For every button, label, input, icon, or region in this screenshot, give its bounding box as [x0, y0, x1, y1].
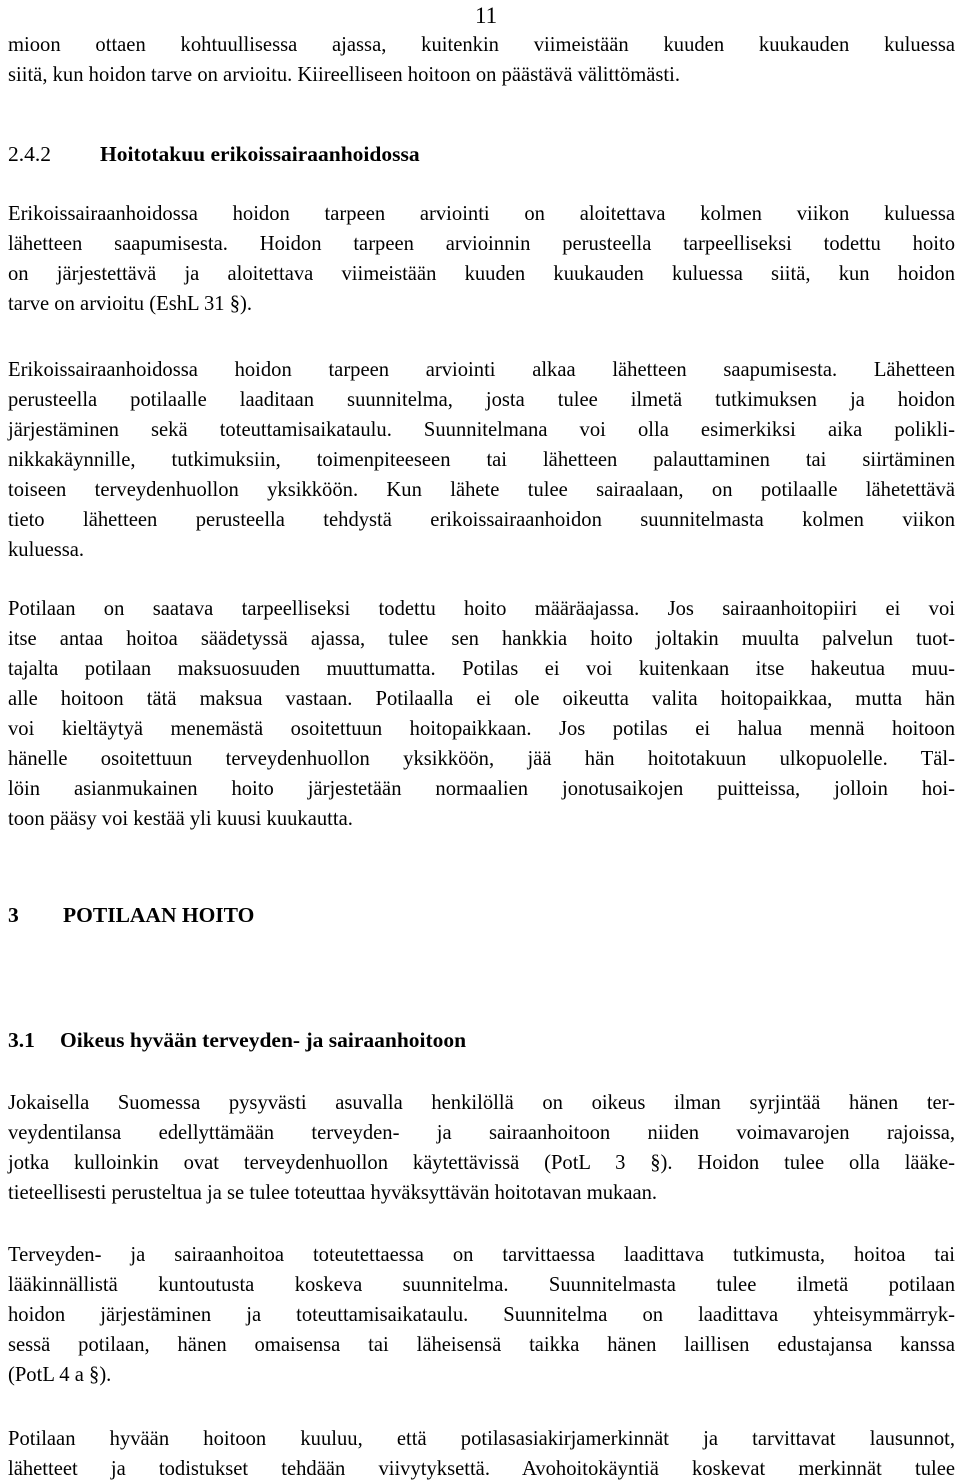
paragraph	[8, 355, 955, 565]
paragraph	[8, 30, 955, 90]
text-line: nikkakäynnille, tutkimuksiin, toimenpiteeseen tai lähetteen palauttaminen tai siirtäminen	[8, 449, 955, 471]
paragraph	[8, 1424, 955, 1484]
paragraph	[8, 1088, 955, 1208]
text-line: lähetteet ja todistukset tehdään viivytyksettä. Avohoitokäyntiä koskevat merkinnät tulee	[8, 1458, 955, 1480]
text-line: voi kieltäytyä menemästä osoitettuun hoitopaikkaan. Jos potilas ei halua mennä hoitoon	[8, 718, 955, 740]
text-line: perusteella potilaalle laaditaan suunnitelma, josta tulee ilmetä tutkimuksen ja hoidon	[8, 389, 955, 411]
text-line: jotka kulloinkin ovat terveydenhuollon käytettävissä (PotL 3 §). Hoidon tulee olla lääke-	[8, 1152, 955, 1174]
section-heading	[8, 1025, 466, 1055]
text-line: löin asianmukainen hoito järjestetään normaalien jonotusaikojen puitteissa, jolloin hoi-	[8, 778, 955, 800]
text-line: tarve on arvioitu (EshL 31 §).	[8, 293, 253, 315]
text-line: tieto lähetteen perusteella tehdystä erikoissairaanhoidon suunnitelmasta kolmen viikon	[8, 509, 955, 531]
text-line: tajalta potilaan maksuosuuden muuttumatta. Potilas ei voi kuitenkaan itse hakeutua muu-	[8, 658, 955, 680]
text-line: siitä, kun hoidon tarve on arvioitu. Kiireelliseen hoitoon on päästävä välittömästi.	[8, 64, 681, 86]
paragraph	[8, 594, 955, 834]
text-line: Erikoissairaanhoidossa hoidon tarpeen arviointi alkaa lähetteen saapumisesta. Lähetteen	[8, 359, 955, 381]
text-line: tieteellisesti perusteltua ja se tulee toteuttaa hyväksyttävän hoitotavan mukaan.	[8, 1182, 658, 1204]
text-line: Potilaan hyvään hoitoon kuuluu, että potilasasiakirjamerkinnät ja tarvittavat lausunnot,	[8, 1428, 955, 1450]
text-line: kuluessa.	[8, 539, 85, 561]
text-line: Potilaan on saatava tarpeelliseksi todettu hoito määräajassa. Jos sairaanhoitopiiri ei voi	[8, 598, 955, 620]
text-line: Erikoissairaanhoidossa hoidon tarpeen arviointi on aloitettava kolmen viikon kuluessa	[8, 203, 955, 225]
text-line: sessä potilaan, hänen omaisensa tai läheisensä taikka hänen laillisen edustajansa kanssa	[8, 1334, 955, 1356]
text-line: toiseen terveydenhuollon yksikköön. Kun lähete tulee sairaalaan, on potilaalle lähetettävä	[8, 479, 955, 501]
section-number: 3	[8, 903, 19, 927]
paragraph	[8, 199, 955, 319]
section-number: 3.1	[8, 1028, 35, 1052]
page-number: 11	[475, 3, 498, 28]
section-title: Hoitotakuu erikoissairaanhoidossa	[100, 142, 420, 166]
text-line: lähetteen saapumisesta. Hoidon tarpeen arvioinnin perusteella tarpeelliseksi todettu hoito	[8, 233, 955, 255]
text-line: lääkinnällistä kuntoutusta koskeva suunnitelma. Suunnitelmasta tulee ilmetä potilaan	[8, 1274, 955, 1296]
section-heading	[8, 139, 420, 169]
text-line: on järjestettävä ja aloitettava viimeistään kuuden kuukauden kuluessa siitä, kun hoidon	[8, 263, 955, 285]
text-line: itse antaa hoitoa säädetyssä ajassa, tulee sen hankkia hoito joltakin muulta palvelun tuot-	[8, 628, 955, 650]
text-line: Terveyden- ja sairaanhoitoa toteutettaessa on tarvittaessa laadittava tutkimusta, hoitoa tai	[8, 1244, 955, 1266]
chapter-heading	[8, 900, 254, 930]
text-line: (PotL 4 a §).	[8, 1364, 112, 1386]
text-line: Jokaisella Suomessa pysyvästi asuvalla henkilöllä on oikeus ilman syrjintää hänen ter-	[8, 1092, 955, 1114]
paragraph	[8, 1240, 955, 1390]
text-line: hänelle osoitettuun terveydenhuollon yksikköön, jää hän hoitotakuun ulkopuolelle. Täl-	[8, 748, 955, 770]
text-line: järjestäminen sekä toteuttamisaikataulu. Suunnitelmana voi olla esimerkiksi aika polikli-	[8, 419, 955, 441]
section-title: POTILAAN HOITO	[63, 903, 255, 927]
text-line: veydentilansa edellyttämään terveyden- ja sairaanhoitoon niiden voimavarojen rajoissa,	[8, 1122, 955, 1144]
text-line: toon pääsy voi kestää yli kuusi kuukautta.	[8, 808, 353, 830]
text-line: hoidon järjestäminen ja toteuttamisaikataulu. Suunnitelma on laadittava yhteisymmärryk-	[8, 1304, 955, 1326]
section-title: Oikeus hyvään terveyden- ja sairaanhoitoon	[60, 1028, 467, 1052]
section-number: 2.4.2	[8, 142, 51, 166]
text-line: mioon ottaen kohtuullisessa ajassa, kuitenkin viimeistään kuuden kuukauden kuluessa	[8, 34, 955, 56]
text-line: alle hoitoon tätä maksua vastaan. Potilaalla ei ole oikeutta valita hoitopaikkaa, mutta hän	[8, 688, 955, 710]
